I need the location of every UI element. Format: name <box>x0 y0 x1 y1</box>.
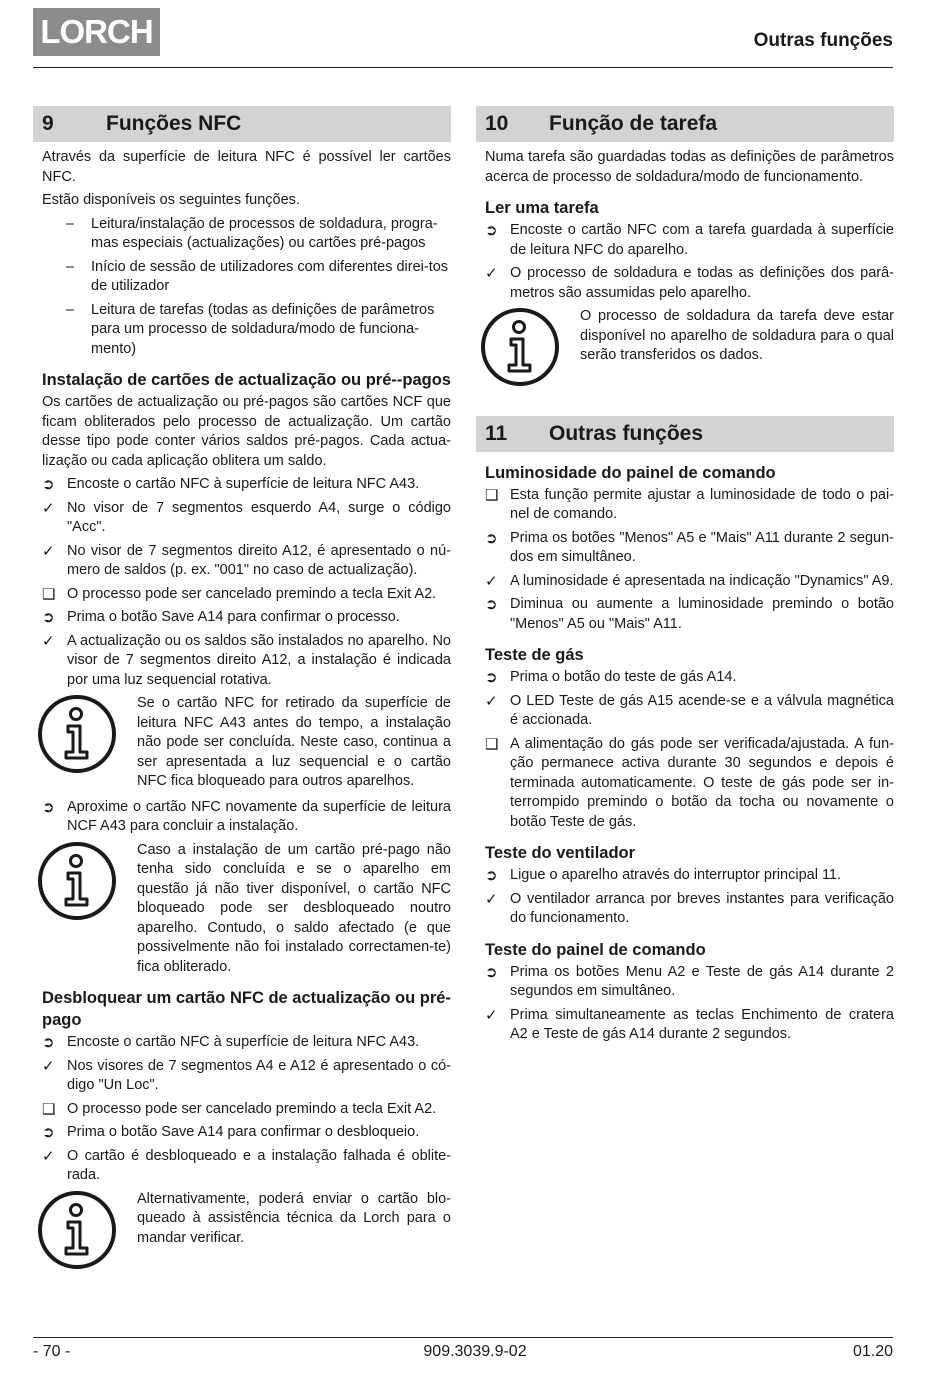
list-item: ➲ Diminua ou aumente a luminosidade premindo o botão "Menos" A5 ou "Mais" A11. <box>485 596 894 632</box>
note-text: Caso a instalação de um cartão pré-pago não tenha sido concluída e se o aparelho em questão já não tiver disponível, o cartão NFC bloqueado pode ser desbloqueado noutro aparelho. Contudo, o saldo afectado (e que possivelmente não foi instalado correctamen-te) fica obliterado. <box>137 841 451 975</box>
list-item: ➲ Ligue o aparelho através do interruptor principal 11. <box>485 867 842 884</box>
list-item: ✓ Nos visores de 7 segmentos A4 e A12 é apresentado o có-digo "Un Loc". <box>42 1057 451 1093</box>
info-note <box>37 1190 451 1277</box>
paragraph: Através da superfície de leitura NFC é possível ler cartões NFC. <box>42 149 451 185</box>
info-icon <box>37 1190 117 1270</box>
subheading: Instalação de cartões de actualização ou pré--pagos <box>42 371 451 389</box>
subheading: Desbloquear um cartão NFC de actualização ou pré-pago <box>42 989 451 1029</box>
page-number: - 70 - <box>33 1343 71 1360</box>
info-note <box>37 694 451 792</box>
list-item: ✓ O processo de soldadura e todas as definições dos parâ-metros são assumidas pelo aparelho. <box>485 265 894 301</box>
list-item: ➲ Prima o botão do teste de gás A14. <box>485 669 737 686</box>
page-header-title: Outras funções <box>753 30 893 51</box>
list-item: ➲ Encoste o cartão NFC à superfície de leitura NFC A43. <box>42 476 420 493</box>
list-item: ✓ A actualização ou os saldos são instalados no aparelho. No visor de 7 segmentos direito A12, a instalação é indicada por uma luz sequencial rotativa. <box>42 632 451 688</box>
section-title: Função de tarefa <box>549 112 718 136</box>
document-date: 01.20 <box>852 1343 893 1360</box>
list-item: – Leitura de tarefas (todas as definições de parâmetros para um processo de soldadura/modo de funciona-mento) <box>66 301 435 357</box>
info-icon <box>37 694 117 774</box>
instruction-list <box>33 1033 451 1186</box>
list-item: ➲ Prima o botão Save A14 para confirmar o processo. <box>42 609 400 626</box>
list-item: ✓ No visor de 7 segmentos esquerdo A4, surge o código "Acc". <box>42 499 451 535</box>
paragraph: Estão disponíveis os seguintes funções. <box>42 192 300 208</box>
paragraph: Numa tarefa são guardadas todas as definições de parâmetros acerca de processo de soldadura/modo de funcionamento. <box>485 149 894 185</box>
section-title: Funções NFC <box>106 112 242 136</box>
section-number: 10 <box>485 112 509 136</box>
list-item: ➲ Prima o botão Save A14 para confirmar o desbloqueio. <box>42 1124 420 1141</box>
list-item: ❑ A alimentação do gás pode ser verificada/ajustada. A fun-ção permanece activa durante 30 segundos e depois é terminada automaticamente. O teste de gás pode ser in-terrompido premindo o botão da tocha ou novamente o botão Teste de gás. <box>485 735 894 830</box>
list-item: ✓ O LED Teste de gás A15 acende-se e a válvula magnética é accionada. <box>485 692 894 728</box>
list-item: ❑ O processo pode ser cancelado premindo a tecla Exit A2. <box>42 585 437 603</box>
note-text: Alternativamente, poderá enviar o cartão blo-queado à assistência técnica da Lorch para o mandar verificar. <box>137 1190 451 1246</box>
list-item: ➲ Prima os botões "Menos" A5 e "Mais" A11 durante 2 segun-dos em simultâneo. <box>485 529 894 565</box>
list-item: ➲ Encoste o cartão NFC com a tarefa guardada à superfície de leitura NFC do aparelho. <box>485 222 894 258</box>
subheading: Teste do painel de comando <box>485 940 706 959</box>
document-number: 909.3039.9-02 <box>423 1343 527 1360</box>
section-title: Outras funções <box>549 421 704 445</box>
subheading: Teste de gás <box>485 646 584 664</box>
section-heading-11 <box>476 416 894 452</box>
note-text: Se o cartão NFC for retirado da superfície de leitura NFC A43 antes do tempo, a instalação não pode ser concluída. Neste caso, continua a ser apresentada a luz sequencial e o cartão NFC fica bloqueado para outros aparelhos. <box>137 695 451 789</box>
list-item: – Início de sessão de utilizadores com diferentes direi-tos de utilizador <box>66 258 449 294</box>
list-item: ✓ A luminosidade é apresentada na indicação "Dynamics" A9. <box>485 572 894 590</box>
list-item: ❑ Esta função permite ajustar a luminosidade de todo o pai-nel de comando. <box>485 486 894 522</box>
footer-rule <box>33 1337 893 1338</box>
subheading: Luminosidade do painel de comando <box>485 463 776 482</box>
info-icon <box>37 841 117 921</box>
list-item: ➲ Prima os botões Menu A2 e Teste de gás A14 durante 2 segundos em simultâneo. <box>485 963 894 999</box>
right-column <box>476 106 894 1049</box>
header-rule <box>33 67 893 68</box>
list-item: ✓ No visor de 7 segmentos direito A12, é apresentado o nú-mero de saldos (p. ex. "001" no caso de actualização). <box>42 542 451 578</box>
list-item: – Leitura/instalação de processos de soldadura, progra-mas especiais (actualizações) ou cartões pré-pagos <box>66 215 438 251</box>
info-note <box>480 307 894 394</box>
list-item: ✓ Prima simultaneamente as teclas Enchimento de cratera A2 e Teste de gás A14 durante 2 segundos. <box>485 1006 894 1042</box>
left-column <box>33 106 451 1282</box>
section-number: 11 <box>485 421 508 445</box>
paragraph: Os cartões de actualização ou pré-pagos são cartões NCF que ficam obliterados pelo processo de actualização. Um cartão desse tipo pode conter vários saldos pré-pagos. Cada actua-lização ou cada aplicação oblitera um saldo. <box>42 394 451 469</box>
brand-logo: LORCH <box>33 8 160 56</box>
list-item: ➲ Aproxime o cartão NFC novamente da superfície de leitura NCF A43 para concluir a instalação. <box>42 798 451 834</box>
subheading: Ler uma tarefa <box>485 199 599 217</box>
section-number: 9 <box>42 112 54 136</box>
info-note <box>37 841 451 978</box>
subheading: Teste do ventilador <box>485 844 636 862</box>
list-item: ➲ Encoste o cartão NFC à superfície de leitura NFC A43. <box>42 1034 420 1051</box>
list-item: ❑ O processo pode ser cancelado premindo a tecla Exit A2. <box>42 1100 437 1118</box>
info-icon <box>480 307 560 387</box>
instruction-list <box>33 475 451 690</box>
list-item: ✓ O cartão é desbloqueado e a instalação falhada é oblite-rada. <box>42 1147 451 1183</box>
note-text: O processo de soldadura da tarefa deve estar disponível no aparelho de soldadura para o qual serão transferidos os dados. <box>580 308 894 363</box>
section-heading-9 <box>33 106 451 142</box>
list-item: ✓ O ventilador arranca por breves instantes para verificação do funcionamento. <box>485 890 894 926</box>
section-heading-10 <box>476 106 894 142</box>
